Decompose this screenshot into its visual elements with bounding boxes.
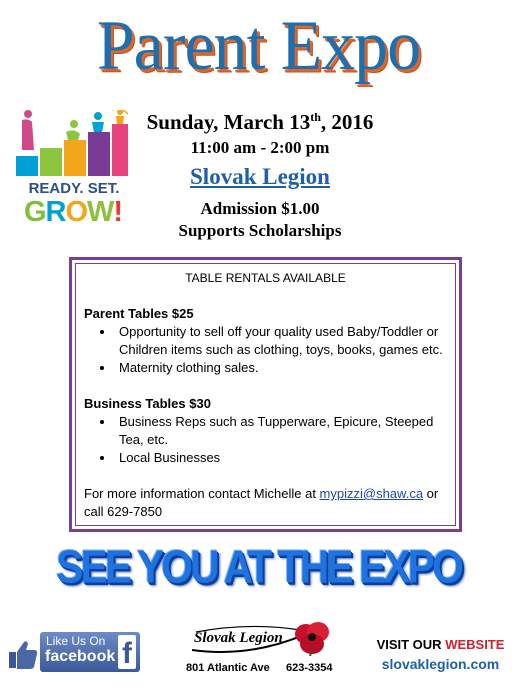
list-item: • Maternity clothing sales. [115,359,447,377]
contact-prefix: For more information contact Michelle at [84,486,320,501]
rentals-heading: TABLE RENTALS AVAILABLE [185,271,346,285]
contact-email-link[interactable]: mypizzi@shaw.ca [319,486,424,501]
table-rentals-box [69,257,462,532]
event-date-main: Sunday, March 13 [146,110,311,134]
thumbs-up-icon [8,638,38,670]
facebook-like-badge[interactable] [8,632,140,672]
facebook-f-icon: f [118,635,136,669]
growth-figures-icon [16,110,128,176]
facebook-like-text: Like Us On [46,634,106,648]
contact-suffix: or call 629-7850 [84,486,439,519]
list-item: • Opportunity to sell off your quality used Baby/Toddler or Children items such as clothing, toys, books, games etc. [115,323,447,359]
list-item: • Business Reps such as Tupperware, Epicure, Steeped Tea, etc. [115,413,447,449]
contact-info [84,485,447,521]
parent-tables-title: Parent Tables $25 [84,306,194,321]
visit-website-label [368,637,513,652]
facebook-wordmark: facebook [45,648,116,665]
event-date [130,110,390,135]
event-date-suffix: th [310,110,321,124]
facebook-badge [40,632,140,672]
legion-address: 801 Atlantic Ave [186,662,270,674]
slovak-legion-footer [180,620,350,680]
legion-phone: 623-3354 [286,662,333,674]
parent-tables-list [84,323,447,377]
event-admission: Admission $1.00 [200,199,320,218]
business-tables-title: Business Tables $30 [84,396,211,411]
visit-prefix: VISIT OUR [376,637,446,652]
website-link[interactable]: slovaklegion.com [381,656,500,672]
see-you-banner: SEE YOU AT THE EXPO [56,541,461,593]
page-title: Parent Expo [96,5,421,85]
legion-name: Slovak Legion [194,630,283,646]
logo-tagline-grow: GROW! [23,196,123,228]
event-date-year: , 2016 [320,110,374,134]
logo-tagline-ready-set: READY. SET. [28,180,120,197]
business-tables-list [84,413,447,467]
event-venue-link[interactable]: Slovak Legion [190,164,330,189]
poppy-icon [292,620,332,656]
list-item: • Local Businesses [115,449,447,467]
event-time: 11:00 am - 2:00 pm [190,138,330,157]
ready-set-grow-logo [16,110,128,232]
visit-highlight: WEBSITE [445,637,505,652]
event-supports: Supports Scholarships [178,221,342,240]
